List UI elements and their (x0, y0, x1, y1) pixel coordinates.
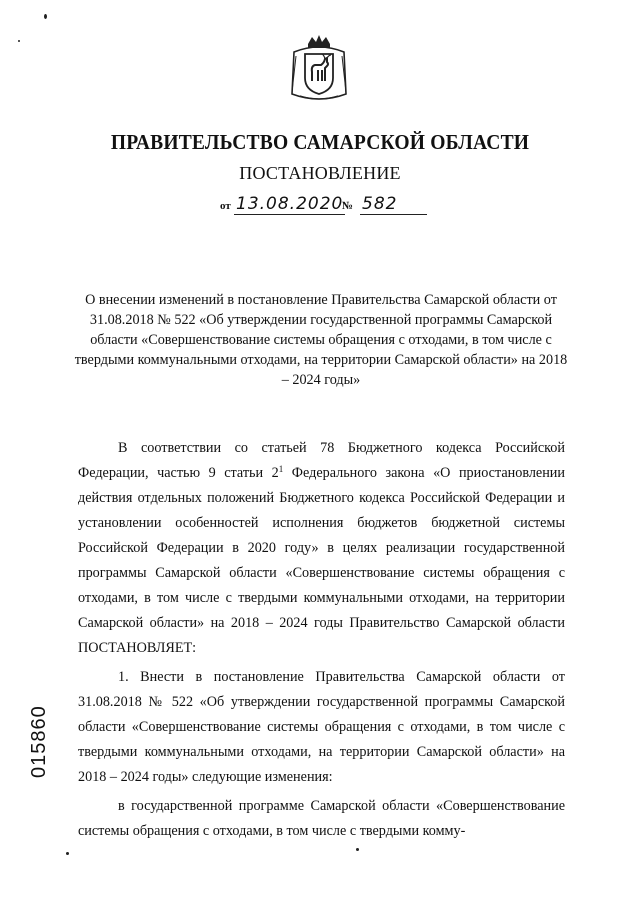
scan-speck (66, 852, 69, 855)
paragraph-3: в государственной программе Самарской области «Совершенствование системы обращения с отходами, в том числе с твердыми комму- (78, 798, 565, 839)
number-value: 582 (360, 194, 427, 215)
scan-speck (44, 14, 47, 19)
serial-number: 015860 (28, 705, 50, 778)
document-subject: О внесении изменений в постановление Правительства Самарской области от 31.08.2018 № 522 «Об утверждении государственной программы Самарской области «Совершенствование системы обращения с отходами, в том числе с твердыми коммунальными отходами, на территории Самарской области» на 2018 – 2024 годы» (74, 292, 568, 388)
government-title: ПРАВИТЕЛЬСТВО САМАРСКОЙ ОБЛАСТИ (110, 130, 530, 154)
date-value: 13.08.2020 (236, 194, 344, 214)
date-label: от (220, 200, 231, 212)
number-label: № (342, 200, 354, 212)
paragraph-1 (78, 436, 565, 661)
superscript: 1 (278, 464, 284, 474)
paragraph-1-text-a: В соответствии со статьей 78 Бюджетного кодекса Российской Федерации, частью 9 статьи 2 (78, 440, 565, 481)
document-type: ПОСТАНОВЛЕНИЕ (239, 163, 401, 183)
paragraph-2: 1. Внести в постановление Правительства Самарской области от 31.08.2018 № 522 «Об утверждении государственной программы Самарской области «Совершенствование системы обращения с отходами, в том числе с твердыми коммунальными отходами, на территории Самарской области» на 2018 – 2024 годы» следующие изменения: (78, 669, 565, 785)
scan-speck (356, 848, 359, 851)
samara-coat-of-arms-icon (288, 34, 350, 104)
date-number-line (220, 194, 440, 214)
paragraph-1-text-b: Федерального закона «О приостановлении действия отдельных положений Бюджетного кодекса Российской Федерации и установлении особенностей исполнения бюджетов бюджетной системы Российской Федерации в 2020 году» в целях реализации государственной программы Самарской области «Совершенствование системы обращения с отходами, в том числе с твердыми коммунальными отходами, на территории Самарской области» на 2018 – 2024 годы Правительство Самарской области ПОСТАНОВЛЯЕТ: (78, 465, 565, 656)
document-body (78, 436, 565, 844)
scan-speck (18, 40, 20, 42)
